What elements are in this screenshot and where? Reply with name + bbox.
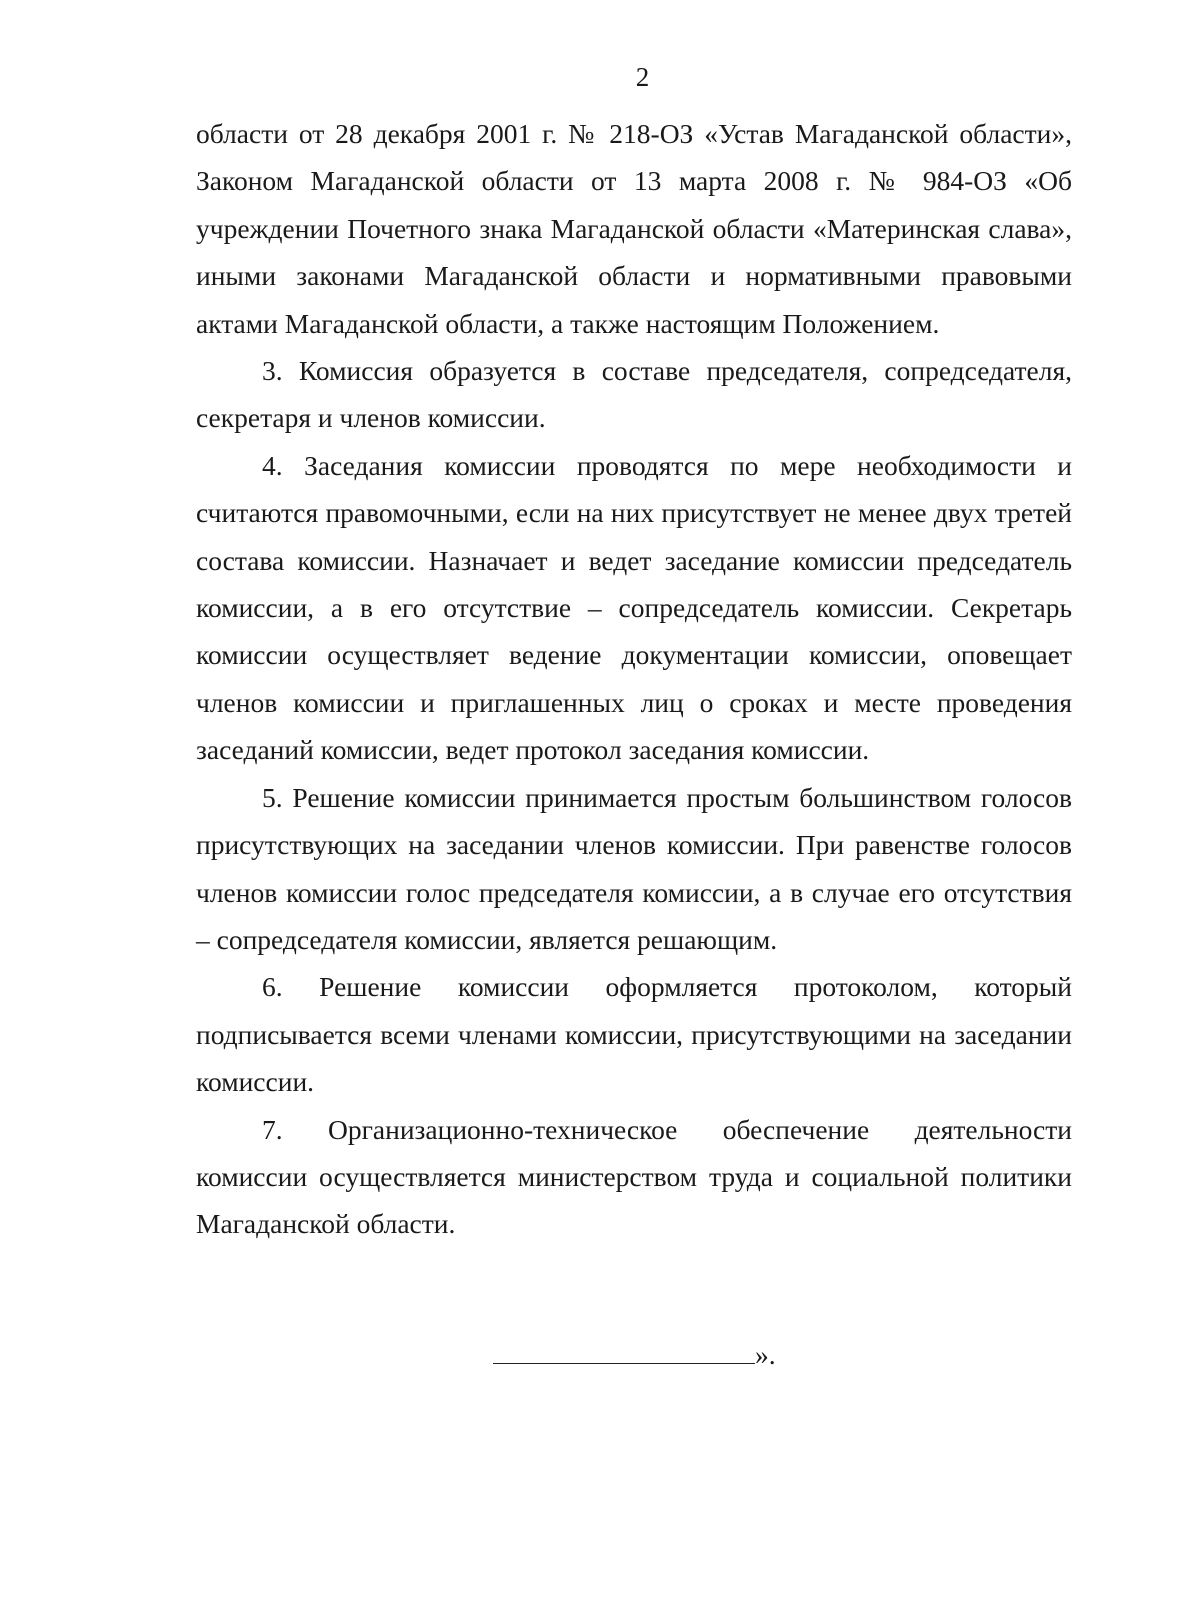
paragraph-4: 4. Заседания комиссии проводятся по мере необходимости и считаются правомочными, если на них присутствует не менее двух третей состава комиссии. Назначает и ведет заседание комиссии председатель комиссии, а в его отсутствие – сопредседатель комиссии. Секретарь комиссии осуществляет ведение документации комиссии, оповещает членов комиссии и приглашенных лиц о сроках и месте проведения заседаний комиссии, ведет протокол заседания комиссии. xyxy=(196,449,1072,766)
page-number: 2 xyxy=(635,62,650,92)
closing-mark xyxy=(493,1335,776,1375)
document-body xyxy=(196,110,1072,1248)
paragraph-3: 3. Комиссия образуется в составе председателя, сопредседателя, секретаря и членов комиссии. xyxy=(196,355,1072,434)
paragraph-continuation: области от 28 декабря 2001 г. № 218-ОЗ «Устав Магаданской области», Законом Магаданской области от 13 марта 2008 г. № 984-ОЗ «Об учреждении Почетного знака Магаданской области «Материнская слава», иными законами Магаданской области и нормативными правовыми актами Магаданской области, а также настоящим Положением. xyxy=(196,118,1072,339)
closing-quote: ». xyxy=(755,1339,776,1370)
paragraph-6: 6. Решение комиссии оформляется протоколом, который подписывается всеми членами комиссии, присутствующими на заседании комиссии. xyxy=(196,971,1072,1098)
closing-underline xyxy=(493,1337,755,1364)
paragraph-5: 5. Решение комиссии принимается простым большинством голосов присутствующих на заседании членов комиссии. При равенстве голосов членов комиссии голос председателя комиссии, а в случае его отсутствия – сопредседателя комиссии, является решающим. xyxy=(196,781,1072,955)
paragraph-7: 7. Организационно-техническое обеспечение деятельности комиссии осуществляется министерством труда и социальной политики Магаданской области. xyxy=(196,1113,1072,1240)
